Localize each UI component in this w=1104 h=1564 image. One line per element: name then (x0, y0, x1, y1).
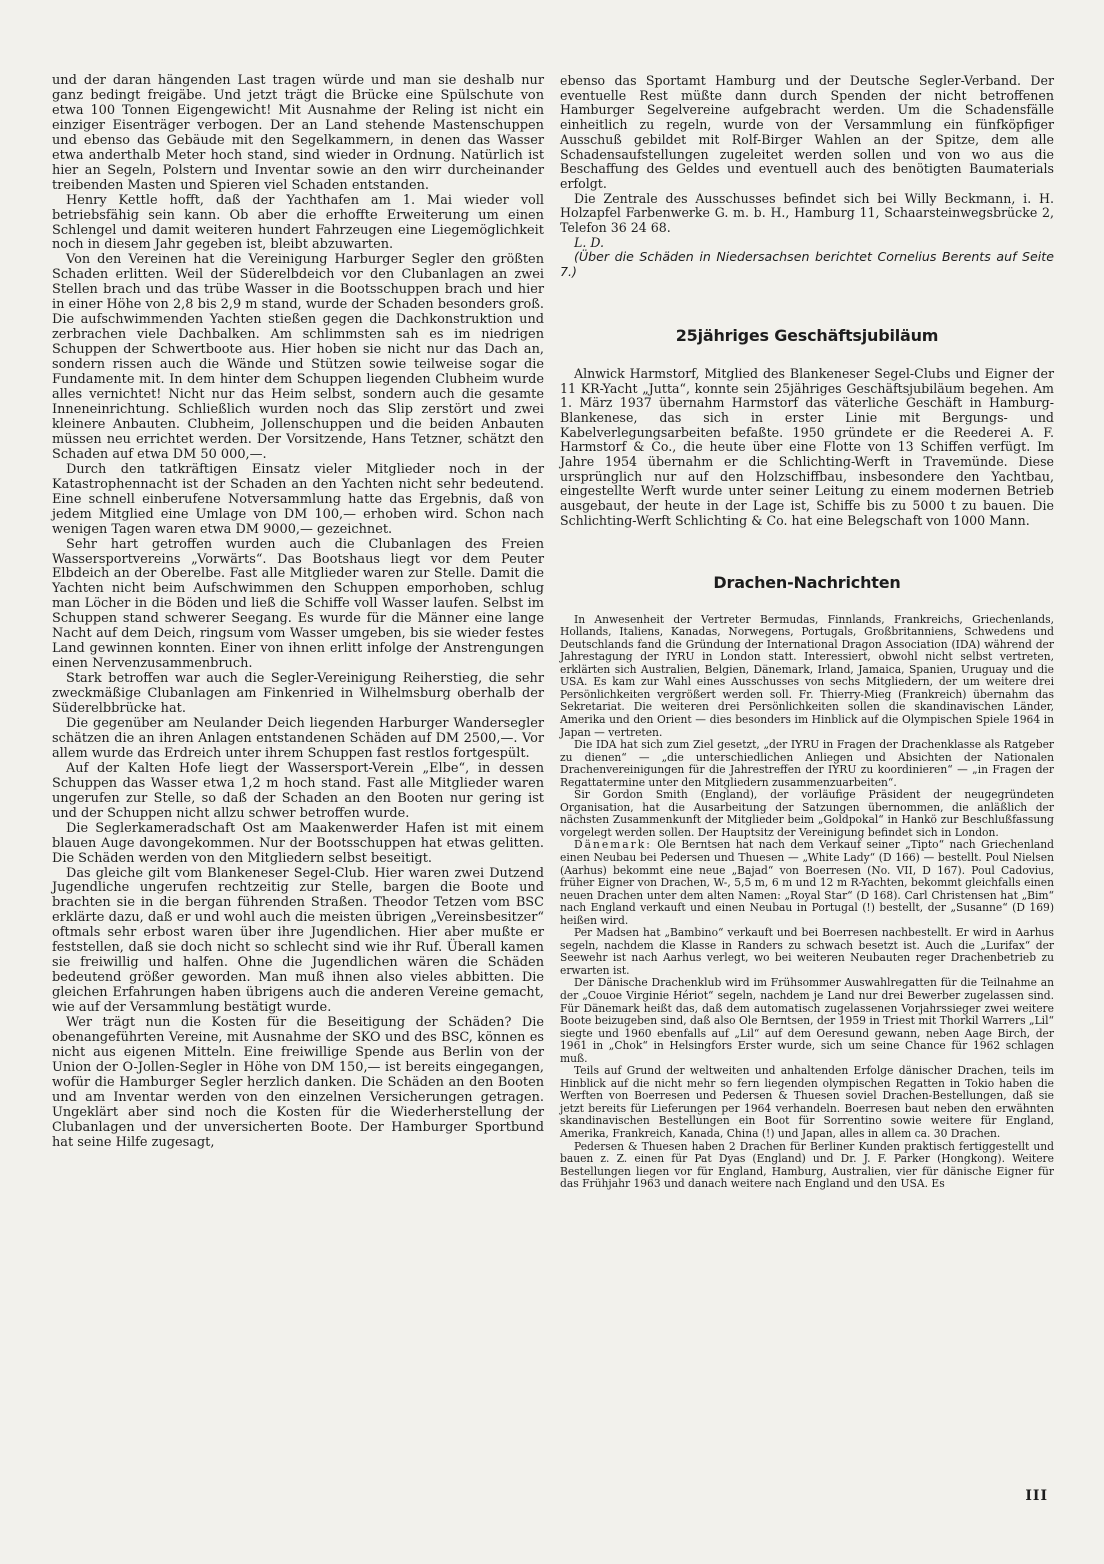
dragon-paragraph: Pedersen & Thuesen haben 2 Drachen für Berliner Kunden praktisch fertiggestellt und bauen z. Z. einen für Pat Dyas (England) und Dr. J. F. Parker (Hongkong). Weitere Bestellungen liegen vor für England, Hamburg, Australien, vier für dänische Eigner für das Frühjahr 1963 und danach weitere nach England und den USA. Es (560, 1139, 1054, 1191)
dragon-paragraph: Teils auf Grund der weltweiten und anhaltenden Erfolge dänischer Drachen, teils im Hinblick auf die nicht mehr so fern liegenden olympischen Regatten in Tokio haben die Werften von Boerresen und Pedersen & Thuesen soviel Drachen-Bestellungen, daß sie jetzt bereits für Lieferungen per 1964 verhandeln. Boerresen baut neben den erwähnten skandinavischen Bestellungen ein Boot für Sorrentino sowie weitere für England, Amerika, Frankreich, Kanada, China (!) und Japan, alles in allem ca. 30 Drachen. (560, 1064, 1054, 1140)
article-paragraph: Stark betroffen war auch die Segler-Vereinigung Reiherstieg, die sehr zweckmäßige Clubanlagen am Finkenried in Wilhelmsburg oberhalb der Süderelbbrücke hat. (52, 671, 544, 717)
denmark-label: Dänemark: (574, 838, 652, 852)
dragon-paragraph: Die IDA hat sich zum Ziel gesetzt, „der IYRU in Fragen der Drachenklasse als Ratgeber zu dienen“ — „die unterschiedlichen Anliegen und Absichten der Nationalen Drachenvereinigungen für die Jahrestreffen der IYRU zu koordinieren“ — „in Fragen der Regattatermine unter den Mitgliedern zusammenzuarbeiten“. (560, 738, 1054, 789)
dragon-paragraph: Sir Gordon Smith (England), der vorläufige Präsident der neugegründeten Organisation, hat die Ausarbeitung der Satzungen übernommen, die anläßlich der nächsten Zusammenkunft der Mitglieder beim „Goldpokal“ in Hankö zur Beschlußfassung vorgelegt werden sollen. Der Hauptsitz der Vereinigung befindet sich in London. (560, 788, 1054, 839)
dragon-paragraph: Der Dänische Drachenklub wird im Frühsommer Auswahlregatten für die Teilnahme an der „Couoe Virginie Hériot“ segeln, nachdem je Land nur drei Bewerber zugelassen sind. Für Dänemark heißt das, daß dem automatisch zugelassenen Vorjahrssieger zwei weitere Boote beizugeben sind, daß also Ole Berntsen, der 1959 in Triest mit Thorkil Warrers „Lil“ siegte und 1960 ebenfalls auf „Lil“ auf dem Oeresund gewann, neben Aage Birch, der 1961 in „Chok“ in Helsingfors Erster wurde, sich um seine Chance für 1962 schlagen muß. (560, 976, 1054, 1065)
article-paragraph: und der daran hängenden Last tragen würde und man sie deshalb nur ganz bedingt freigäbe. Und jetzt trägt die Brücke eine Spülschute von etwa 100 Tonnen Eigengewicht! Mit Ausnahme der Reling ist nicht ein einziger Eisenträger verbogen. Der an Land stehende Mastenschuppen und ebenso das Gebäude mit den Segelkammern, in denen das Wasser etwa anderthalb Meter hoch stand, sind wieder in Ordnung. Natürlich ist hier an Segeln, Polstern und Inventar sowie an den wirr durcheinander treibenden Masten und Spieren viel Schaden entstanden. (52, 73, 544, 193)
left-column (52, 74, 544, 1151)
article-paragraph: Die Seglerkameradschaft Ost am Maakenwerder Hafen ist mit einem blauen Auge davongekommen. Nur der Bootsschuppen hat etwas gelitten. Die Schäden werden von den Mitgliedern selbst beseitigt. (52, 820, 544, 866)
article-paragraph: Die gegenüber am Neulander Deich liegenden Harburger Wandersegler schätzen die an ihren Anlagen entstandenen Schäden auf DM 2500,—. Vor allem wurde das Erdreich unter ihrem Schuppen fast restlos fortgespült. (52, 715, 544, 761)
article-paragraph: Die Zentrale des Ausschusses befindet sich bei Willy Beckmann, i. H. Holzapfel Farbenwerke G. m. b. H., Hamburg 11, Schaarsteinwegsbrücke 2, Telefon 36 24 68. (560, 190, 1054, 236)
denmark-text: Ole Berntsen hat nach dem Verkauf seiner „Tipto“ nach Griechenland einen Neubau bei Pedersen und Thuesen — „White Lady“ (D 166) — bestellt. Poul Nielsen (Aarhus) bekommt eine neue „Bajad“ von Boerresen (No. VII, D 167). Poul Cadovius, früher Eigner von Drachen, W-, 5,5 m, 6 m und 12 m R-Yachten, bekommt gleichfalls einen neuen Drachen unter dem alten Namen: „Royal Star“ (D 168). Carl Christensen hat „Bim“ nach England verkauft und einen Neubau in Portugal (!) bestellt, der „Susanne“ (D 169) heißen wird. (560, 838, 1054, 927)
right-column (560, 74, 1054, 1191)
dragon-paragraph-denmark (560, 839, 1054, 927)
article-paragraph: Von den Vereinen hat die Vereinigung Harburger Segler den größten Schaden erlitten. Weil der Süderelbdeich vor den Clubanlagen an zwei Stellen brach und das trübe Wasser in die Bootsschuppen brach und hier in einer Höhe von 2,8 bis 2,9 m stand, wurde der Schaden besonders groß. Die aufschwimmenden Yachten stießen gegen die Dachkonstruktion und zerbrachen viele Dachbalken. Am schlimmsten sah es im niedrigen Schuppen der Schwertboote aus. Hier hoben sie nicht nur das Dach an, sondern rissen auch die Wände und Stützen sowie teilweise sogar die Fundamente mit. In dem hinter dem Schuppen liegenden Clubheim wurde alles vernichtet! Nicht nur das Heim selbst, sondern auch die gesamte Inneneinrichtung. Schließlich wurden noch das Slip zerstört und zwei kleinere Anbauten. Clubheim, Jollenschuppen und die beiden Anbauten müssen neu errichtet werden. Der Vorsitzende, Hans Tetzner, schätzt den Schaden auf etwa DM 50 000,—. (52, 252, 544, 462)
jubilee-heading: 25jähriges Geschäftsjubiläum (675, 325, 939, 345)
dragon-news-heading: Drachen-Nachrichten (713, 572, 901, 592)
dragon-paragraph: Per Madsen hat „Bambino“ verkauft und bei Boerresen nachbestellt. Er wird in Aarhus segeln, nachdem die Klasse in Randers zu schwach besetzt ist. Auch die „Lurifax“ der Seewehr ist nach Aarhus verlegt, wo bei weiteren Neubauten reger Drachenbetrieb zu erwarten ist. (560, 926, 1054, 977)
article-paragraph: Auf der Kalten Hofe liegt der Wassersport-Verein „Elbe“, in dessen Schuppen das Wasser etwa 1,2 m hoch stand. Fast alle Mitglieder waren ungerufen zur Stelle, so daß der Schaden an den Booten nur gering ist und der Schuppen nicht allzu schwer betroffen wurde. (52, 760, 544, 821)
article-paragraph: Durch den tatkräftigen Einsatz vieler Mitglieder noch in der Katastrophennacht ist der Schaden an den Yachten nicht sehr bedeutend. Eine schnell einberufene Notversammlung hatte das Ergebnis, daß von jedem Mitglied eine Umlage von DM 100,— erhoben wird. Schon nach wenigen Tagen waren etwa DM 9000,— gezeichnet. (52, 461, 544, 537)
author-signature: L. D. (574, 234, 605, 250)
article-paragraph: Das gleiche gilt vom Blankeneser Segel-Club. Hier waren zwei Dutzend Jugendliche ungerufen rechtzeitig zur Stelle, bargen die Boote und brachten sie in die bergan führenden Straßen. Theodor Tetzen vom BSC erklärte dazu, daß er und wohl auch die meisten übrigen „Vereinsbesitzer“ oftmals sehr erbost waren über ihre Jugendlichen. Hier aber mußte er feststellen, daß sie doch nicht so schlecht sind wie ihr Ruf. Überall kamen sie freiwillig und halfen. Ohne die Jugendlichen wären die Schäden bedeutend größer geworden. Man muß ihnen also vieles abbitten. Die gleichen Erfahrungen haben übrigens auch die anderen Vereine gemacht, wie auf der Versammlung bestätigt wurde. (52, 865, 544, 1016)
article-paragraph: Wer trägt nun die Kosten für die Beseitigung der Schäden? Die obenangeführten Vereine, mit Ausnahme der SKO und des BSC, können es nicht aus eigenen Mitteln. Eine freiwillige Spende aus Berlin von der Union der O-Jollen-Segler in Höhe von DM 150,— ist bereits eingegangen, wofür die Hamburger Segler herzlich danken. Die Schäden an den Booten und am Inventar werden von den einzelnen Versicherungen getragen. Ungeklärt aber sind noch die Kosten für die Wiederherstellung der Clubanlagen und der unversicherten Boote. Der Hamburger Sportbund hat seine Hilfe zugesagt, (52, 1015, 544, 1150)
article-paragraph: Sehr hart getroffen wurden auch die Clubanlagen des Freien Wassersportvereins „Vorwärts“. Das Bootshaus liegt vor dem Peuter Elbdeich an der Oberelbe. Fast alle Mitglieder waren zur Stelle. Damit die Yachten nicht beim Aufschwimmen den Schuppen emporhoben, schlug man Löcher in die Böden und ließ die Schiffe voll Wasser laufen. Selbst im Schuppen stand schwerer Seegang. Es wurde für die Männer eine lange Nacht auf dem Deich, ringsum vom Wasser umgeben, bis sie wieder festes Land gewinnen konnten. Einer von ihnen erlitt infolge der Anstrengungen einen Nervenzusammenbruch. (52, 536, 544, 672)
cross-reference-note: (Über die Schäden in Niedersachsen berichtet Cornelius Berents auf Seite 7.) (560, 249, 1054, 280)
page-number: III (1025, 1488, 1048, 1504)
dragon-news-body (560, 614, 1054, 1191)
jubilee-text: Alnwick Harmstorf, Mitglied des Blankeneser Segel-Clubs und Eigner der 11 KR-Yacht „Jutta“, konnte sein 25jähriges Geschäftsjubiläum begehen. Am 1. März 1937 übernahm Harmstorf das väterliche Geschäft in Hamburg-Blankenese, das sich in erster Linie mit Bergungs- und Kabelverlegungsarbeiten befaßte. 1950 gründete er die Reederei A. F. Harmstorf & Co., die heute über eine Flotte von 13 Schiffen verfügt. Im Jahre 1954 übernahm er die Schlichting-Werft in Travemünde. Diese ursprünglich nur auf den Holzschiffbau, insbesondere den Yachtbau, eingestellte Werft wurde unter seiner Leitung zu einem modernen Betrieb ausgebaut, der heute in der Lage ist, Schiffe bis zu 5000 t zu bauen. Die Schlichting-Werft Schlichting & Co. hat eine Belegschaft von 1000 Mann. (560, 365, 1054, 528)
dragon-paragraph: In Anwesenheit der Vertreter Bermudas, Finnlands, Frankreichs, Griechenlands, Hollands, Italiens, Kanadas, Norwegens, Portugals, Großbritanniens, Schwedens und Deutschlands fand die Gründung der International Dragon Association (IDA) während der Jahrestagung der IYRU in London statt. Interessiert, obwohl nicht selbst vertreten, erklärten sich Australien, Belgien, Dänemark, Irland, Jamaica, Spanien, Uruguay und die USA. Es kam zur Wahl eines Ausschusses von sechs Mitgliedern, der um weitere drei Persönlichkeiten vergrößert werden soll. Fr. Thierry-Mieg (Frankreich) übernahm das Sekretariat. Die weiteren drei Persönlichkeiten sollen die skandinavischen Länder, Amerika und den Orient — dies besonders im Hinblick auf die Olympischen Spiele 1964 in Japan — vertreten. (560, 612, 1054, 739)
article-paragraph: ebenso das Sportamt Hamburg und der Deutsche Segler-Verband. Der eventuelle Rest müßte dann durch Spenden der nicht betroffenen Hamburger Segelvereine aufgebracht werden. Um die Schadensfälle einheitlich zu regeln, wurde von der Versammlung ein fünfköpfiger Ausschuß gebildet mit Rolf-Birger Wahlen an der Spitze, dem alle Schadensaufstellungen zugeleitet werden sollen und von wo aus die Beschaffung des Geldes und eventuell auch des benötigten Baumaterials erfolgt. (560, 73, 1054, 191)
article-paragraph: Henry Kettle hofft, daß der Yachthafen am 1. Mai wieder voll betriebsfähig sein kann. Ob aber die erhoffte Erweiterung um einen Schlengel und damit weiteren hundert Fahrzeugen eine Liegemöglichkeit noch in diesem Jahr gegeben ist, bleibt abzuwarten. (52, 192, 544, 253)
